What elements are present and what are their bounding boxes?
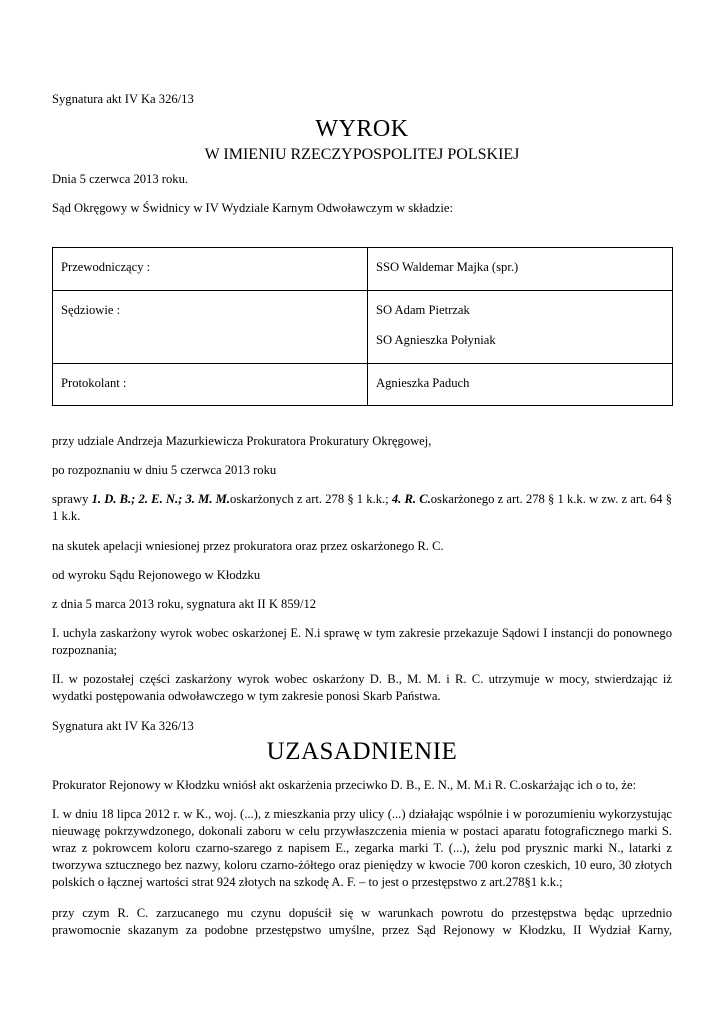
justification-point-1: I. w dniu 18 lipca 2012 r. w K., woj. (...), z mieszkania przy ulicy (...) działając wspólnie i w porozumieniu wykorzystując nieuwagę pokrzywdzonego, dokonali zaboru w celu przywłaszczenia mienia w postaci aparatu fotograficznego marki S. wraz z pokrowcem koloru czarno-szarego z napisem E., zegarka marki T. (...), żelu pod prysznic marki N., latarki z tworzywa sztucznego bez nazwy, koloru czarno-żółtego oraz pieniędzy w kwocie 700 koron czeskich, 10 euro, 30 złotych polskich o łącznej wartości strat 924 złotych na szkodę A. F. – to jest o przestępstwo z art.278§1 k.k.;	[52, 807, 672, 889]
lower-court-date-paragraph: z dnia 5 marca 2013 roku, sygnatura akt II K 859/12	[52, 597, 317, 611]
judges-names-cell	[368, 291, 673, 364]
defendants-group-1: 1. D. B.; 2. E. N.; 3. M. M.	[91, 492, 231, 506]
clerk-label: Protokolant :	[61, 376, 127, 390]
justification-title: UZASADNIENIE	[266, 738, 458, 765]
clerk-label-cell	[53, 364, 368, 406]
case-paragraph	[52, 491, 672, 525]
chair-name: SSO Waldemar Majka (spr.)	[376, 260, 519, 274]
clerk-name: Agnieszka Paduch	[376, 376, 470, 390]
justification-intro: Prokurator Rejonowy w Kłodzku wniósł akt oskarżenia przeciwko D. B., E. N., M. M.i R. C.oskarżając ich o to, że:	[52, 778, 637, 792]
prosecutor-paragraph: przy udziale Andrzeja Mazurkiewicza Prokuratora Prokuratury Okręgowej,	[52, 434, 432, 448]
judge-name: SO Agnieszka Połyniak	[376, 333, 496, 347]
table-row	[53, 248, 673, 291]
charge-text-1: oskarżonych z art. 278 § 1 k.k.;	[230, 492, 392, 506]
case-prefix: sprawy	[52, 492, 92, 506]
judgment-date: Dnia 5 czerwca 2013 roku.	[52, 172, 189, 186]
court-panel-table	[52, 247, 673, 406]
lower-court-paragraph: od wyroku Sądu Rejonowego w Kłodzku	[52, 568, 261, 582]
table-row	[53, 291, 673, 364]
case-signature-2: Sygnatura akt IV Ka 326/13	[52, 719, 194, 733]
appeal-paragraph: na skutek apelacji wniesionej przez prokuratora oraz przez oskarżonego R. C.	[52, 539, 444, 553]
chair-name-cell	[368, 248, 673, 291]
defendants-group-2: 4. R. C.	[391, 492, 431, 506]
ruling-point-1: I. uchyla zaskarżony wyrok wobec oskarżonej E. N.i sprawę w tym zakresie przekazuje Sądowi I instancji do ponownego rozpoznania;	[52, 626, 672, 657]
judges-label-cell	[53, 291, 368, 364]
chair-label: Przewodniczący :	[61, 260, 151, 274]
judges-label: Sędziowie :	[61, 303, 121, 317]
ruling-point-2: II. w pozostałej części zaskarżony wyrok wobec oskarżony D. B., M. M. i R. C. utrzymuje w mocy, stwierdzając iż wydatki postępowania odwoławczego w tym zakresie ponosi Skarb Państwa.	[52, 672, 672, 703]
judge-name: SO Adam Pietrzak	[376, 303, 470, 317]
clerk-name-cell	[368, 364, 673, 406]
justification-paragraph-2: przy czym R. C. zarzucanego mu czynu dopuścił się w warunkach powrotu do przestępstwa będąc uprzednio prawomocnie skazanym za podobne przestępstwo umyślne, przez Sąd Rejonowy w Kłodzku, II Wydział Karny,	[52, 906, 672, 937]
judgment-subtitle: W IMIENIU RZECZYPOSPOLITEJ POLSKIEJ	[204, 146, 520, 163]
chair-label-cell	[53, 248, 368, 291]
court-composition: Sąd Okręgowy w Świdnicy w IV Wydziale Karnym Odwoławczym w składzie:	[52, 201, 453, 215]
judgment-title: WYROK	[315, 116, 409, 142]
hearing-paragraph: po rozpoznaniu w dniu 5 czerwca 2013 roku	[52, 463, 277, 477]
case-signature: Sygnatura akt IV Ka 326/13	[52, 92, 194, 106]
charge-text-2: oskarżonego z art. 278 § 1 k.k. w zw. z art. 64 § 1 k.k.	[52, 492, 672, 523]
table-row	[53, 364, 673, 406]
